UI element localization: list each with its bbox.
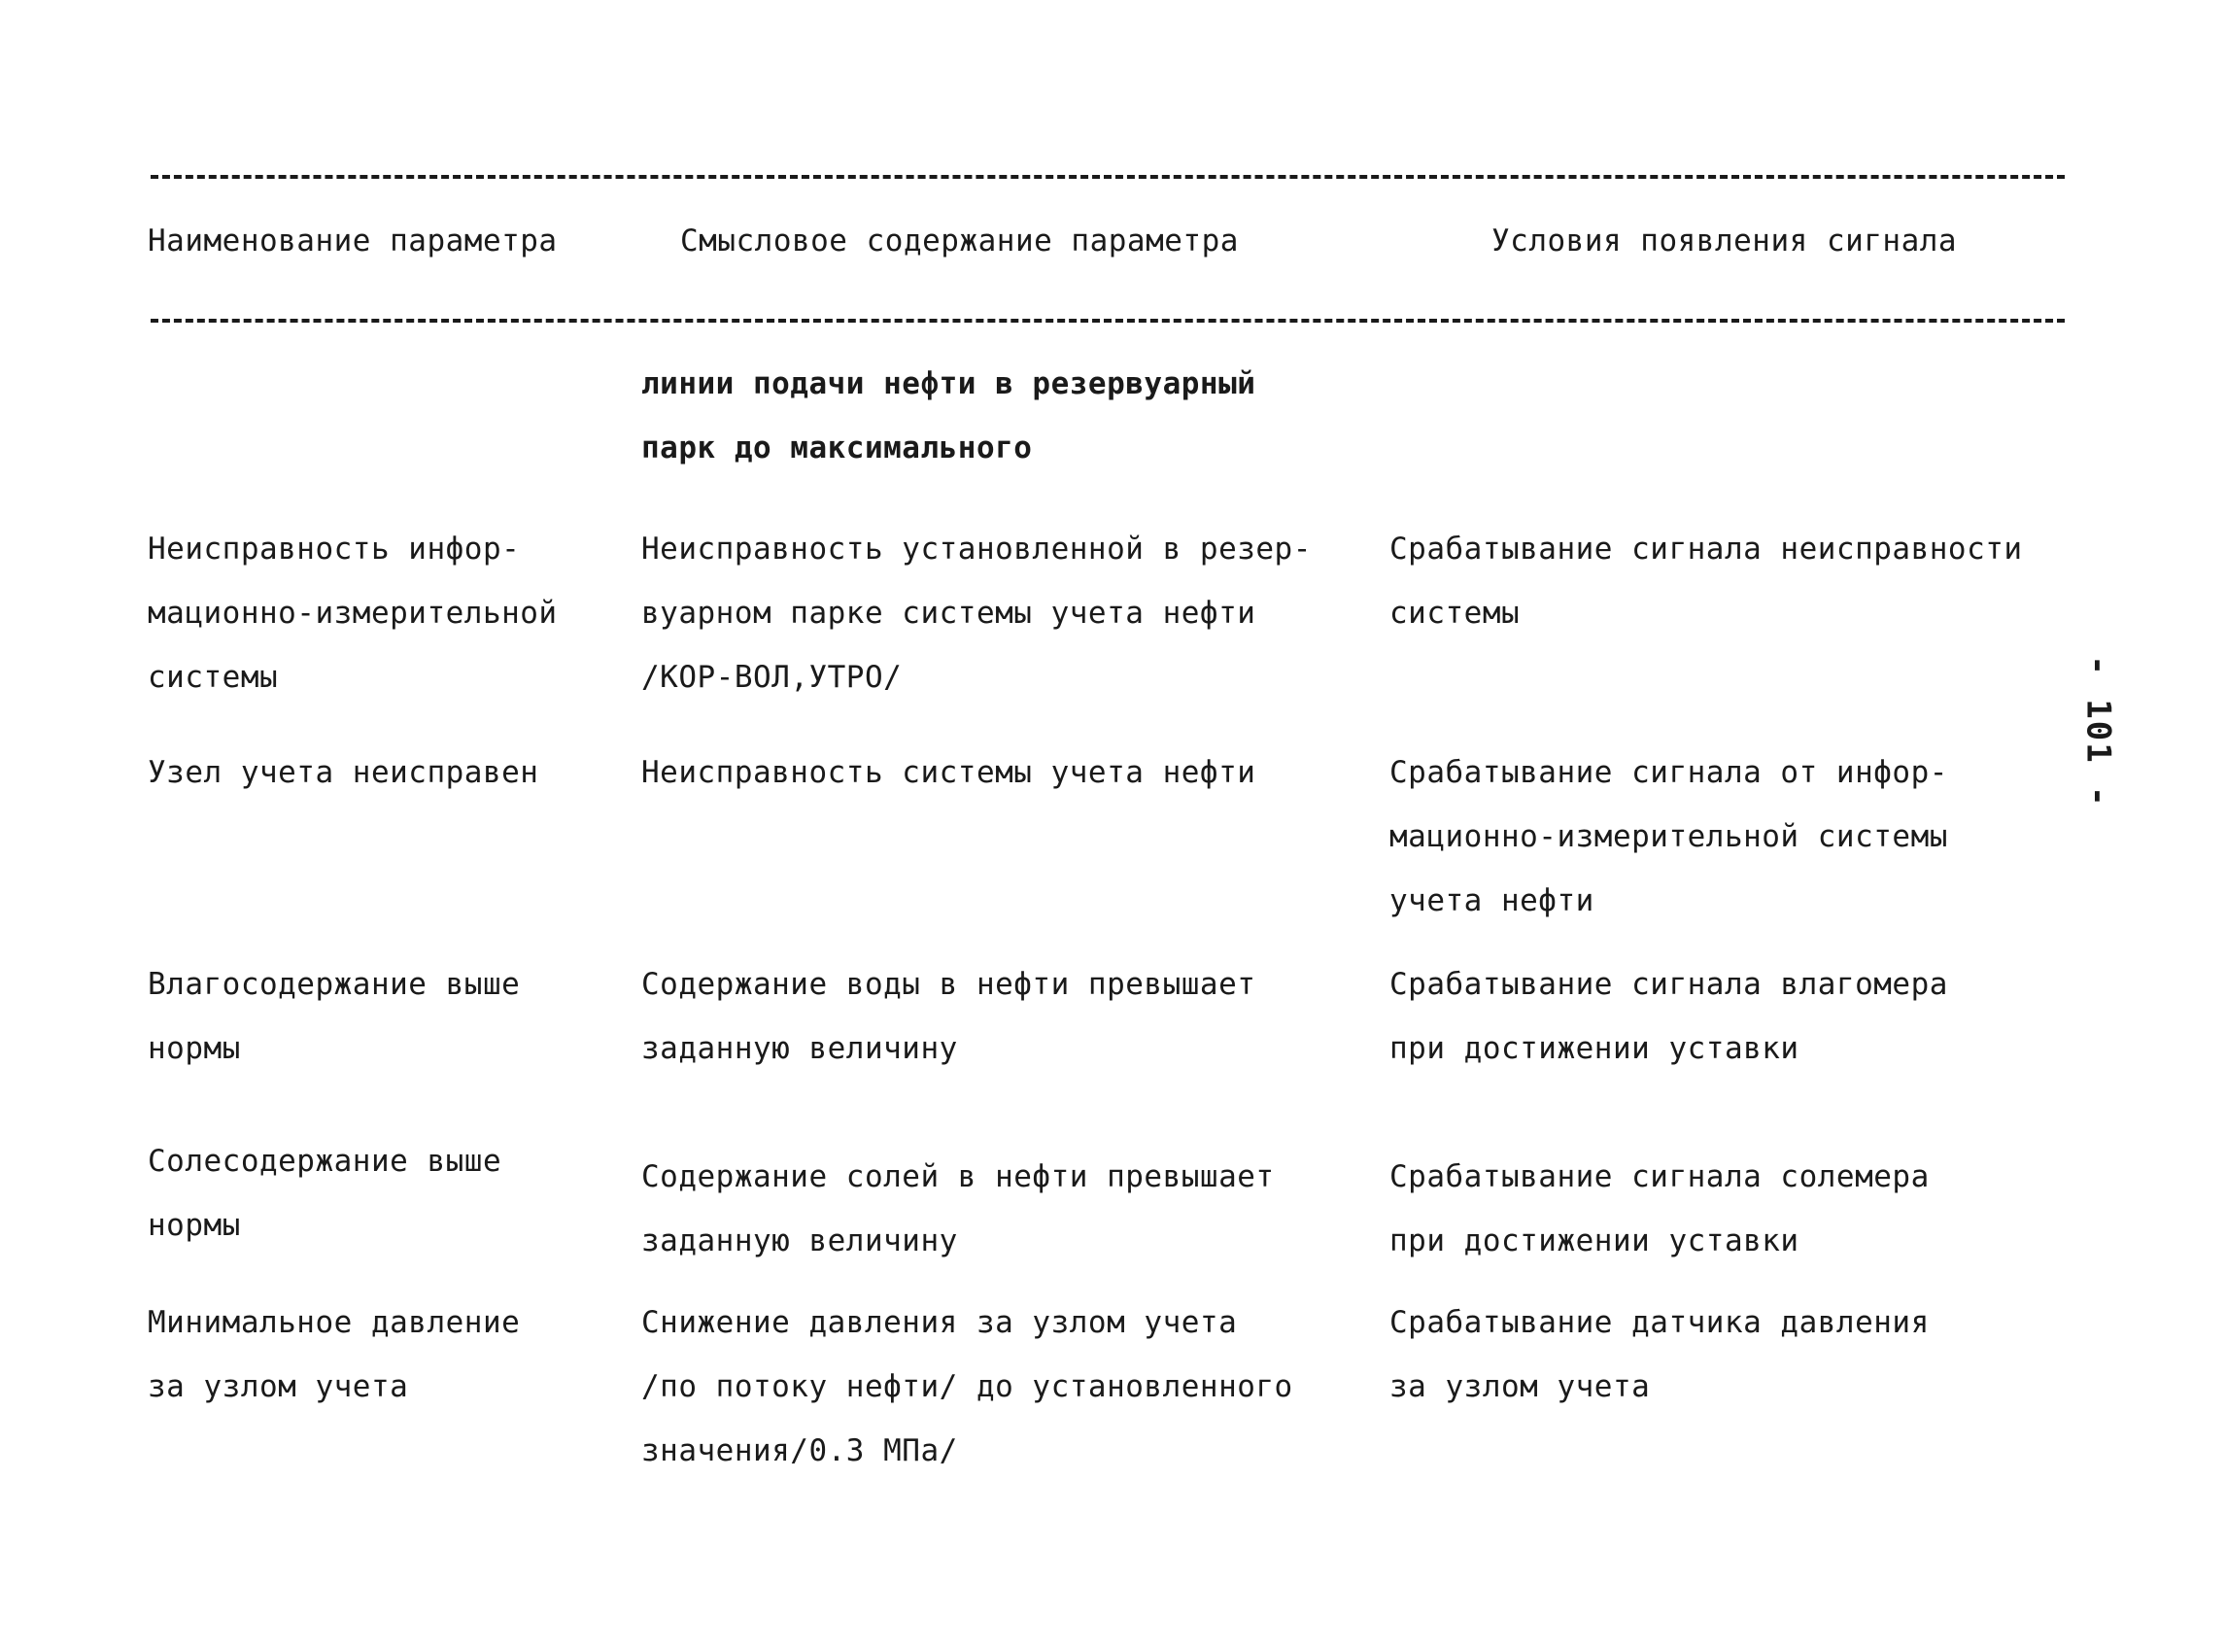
row-2-meaning: Неисправность системы учета нефти (641, 755, 1256, 790)
header-parameter-meaning: Смысловое содержание параметра (680, 224, 1239, 258)
row-2-name: Узел учета неисправен (148, 755, 539, 790)
row-3-condition: Срабатывание сигнала влагомера при достижении уставки (1389, 967, 1948, 1066)
row-5-meaning: Снижение давления за узлом учета /по потоку нефти/ до установленного значения/0.3 МПа/ (641, 1305, 1293, 1468)
row-1-name: Неисправность инфор- мационно-измерительной системы (148, 532, 558, 695)
row-2-condition: Срабатывание сигнала от инфор- мационно-измерительной системы учета нефти (1389, 755, 1948, 918)
row-3-meaning: Содержание воды в нефти превышает заданную величину (641, 967, 1256, 1066)
table-top-rule (151, 175, 2065, 179)
row-4-name: Солесодержание выше нормы (148, 1144, 502, 1243)
row-4-condition: Срабатывание сигнала солемера при достижении уставки (1389, 1159, 1930, 1258)
row-4-meaning: Содержание солей в нефти превышает заданную величину (641, 1159, 1275, 1258)
table-header-rule (151, 319, 2065, 323)
row-5-condition: Срабатывание датчика давления за узлом учета (1389, 1305, 1930, 1404)
row-1-condition: Срабатывание сигнала неисправности системы (1389, 532, 2023, 631)
row-1-meaning: Неисправность установленной в резер- вуарном парке системы учета нефти /КОР-ВОЛ,УТРО/ (641, 532, 1312, 695)
row-5-name: Минимальное давление за узлом учета (148, 1305, 521, 1404)
header-signal-condition: Условия появления сигнала (1491, 224, 1958, 258)
header-parameter-name: Наименование параметра (148, 224, 558, 258)
page-number-text: - 101 - (2079, 655, 2119, 809)
row-3-name: Влагосодержание выше нормы (148, 967, 521, 1066)
row-0-meaning: линии подачи нефти в резервуарный парк до максимального (641, 366, 1256, 465)
page-number (2060, 655, 2138, 809)
